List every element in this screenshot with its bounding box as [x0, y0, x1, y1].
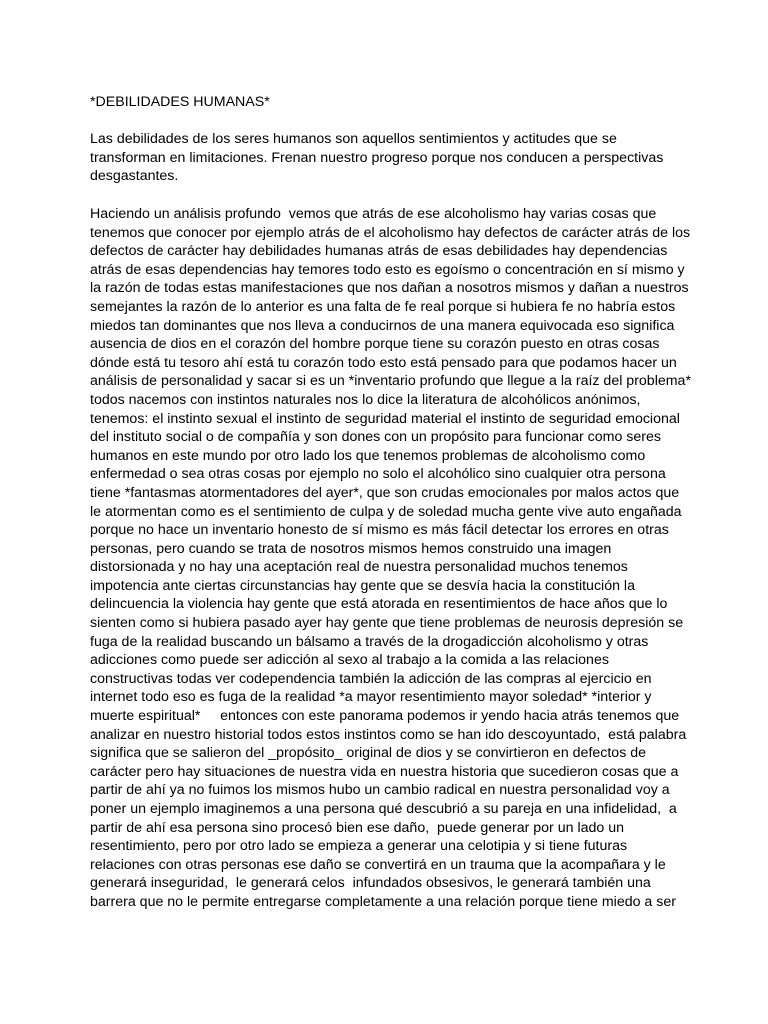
text-line: análisis de personalidad y sacar si es un *inventario profundo que llegue a la raíz del problema* — [90, 373, 691, 390]
text-line: del instituto social o de compañía y son dones con un propósito para funcionar como seres — [90, 429, 661, 446]
text-line: transforman en limitaciones. Frenan nuestro progreso porque nos conducen a perspectivas — [90, 149, 664, 166]
text-line: enfermedad o sea otras cosas por ejemplo no solo el alcohólico sino cualquier otra persona — [90, 466, 666, 483]
text-line: significa que se salieron del _propósito_ original de dios y se convirtieron en defectos de — [90, 745, 647, 762]
document-title — [90, 93, 690, 112]
text-line: desgastantes. — [90, 168, 179, 185]
text-line: constructivas todas ver codependencia también la adicción de las compras al ejercicio en — [90, 670, 652, 687]
text-line: internet todo eso es fuga de la realidad *a mayor resentimiento mayor soledad* *interior y — [90, 689, 652, 706]
title-text: *DEBILIDADES HUMANAS* — [90, 94, 270, 110]
text-line: barrera que no le permite entregarse completamente a una relación porque tiene miedo a ser — [90, 893, 676, 910]
text-line: defectos de carácter hay debilidades humanas atrás de esas debilidades hay dependencias — [90, 243, 668, 260]
text-line: le atormentan como es el sentimiento de culpa y de soledad mucha gente vive auto engañada — [90, 503, 682, 520]
text-line: sienten como si hubiera pasado ayer hay gente que tiene problemas de neurosis depresión se — [90, 615, 684, 632]
text-line: la razón de todas estas manifestaciones que nos dañan a nosotros mismos y dañan a nuestros — [90, 280, 689, 297]
text-line: fuga de la realidad buscando un bálsamo a través de la drogadicción alcoholismo y otras — [90, 633, 649, 650]
text-line: todos nacemos con instintos naturales nos lo dice la literatura de alcohólicos anónimos, — [90, 391, 641, 408]
text-line: semejantes la razón de lo anterior es una falta de fe real porque si hubiera fe no habría estos — [90, 298, 676, 315]
text-line: distorsionada y no hay una aceptación real de nuestra personalidad muchos tenemos — [90, 559, 628, 576]
text-line: humanos en este mundo por otro lado los que tenemos problemas de alcoholismo como — [90, 447, 646, 464]
text-line: Haciendo un análisis profundo vemos que atrás de ese alcoholismo hay varias cosas que — [90, 206, 657, 222]
text-line: Las debilidades de los seres humanos son aquellos sentimientos y actitudes que se — [90, 131, 617, 147]
text-line: impotencia ante ciertas circunstancias hay gente que se desvía hacia la constitución la — [90, 577, 635, 594]
text-line: adicciones como puede ser adicción al sexo al trabajo a la comida a las relaciones — [90, 652, 609, 669]
text-line: atrás de esas dependencias hay temores todo esto es egoísmo o concentración en sí mismo y — [90, 261, 685, 278]
text-line: porque no hace un inventario honesto de sí mismo es más fácil detectar los errores en otras — [90, 522, 669, 539]
text-line: partir de ahí esa persona sino procesó bien ese daño, puede generar por un lado un — [90, 819, 624, 836]
text-line: relaciones con otras personas ese daño se convertirá en un trauma que la acompañara y le — [90, 856, 666, 873]
text-line: resentimiento, pero por otro lado se empieza a generar una celotipia y si tiene futuras — [90, 838, 628, 855]
paragraph-1 — [90, 130, 690, 186]
text-line: poner un ejemplo imaginemos a una persona qué descubrió a su pareja en una infidelidad, a — [90, 801, 677, 817]
text-line: ausencia de dios en el corazón del hombre porque tiene su corazón puesto en otras cosas — [90, 336, 660, 353]
text-line: miedos tan dominantes que nos lleva a conducirnos de una manera equivocada eso significa — [90, 317, 675, 334]
text-line: delincuencia la violencia hay gente que está atorada en resentimientos de hace años que lo — [90, 596, 668, 613]
text-line: analizar en nuestro historial todos estos instintos como se han ido descoyuntado, está palabra — [90, 726, 687, 743]
text-line: tenemos que conocer por ejemplo atrás de el alcoholismo hay defectos de carácter atrás de los — [90, 224, 691, 241]
paragraph-2 — [90, 205, 690, 912]
text-line: muerte espiritual* entonces con este panorama podemos ir yendo hacia atrás tenemos que — [90, 708, 680, 725]
text-line: personas, pero cuando se trata de nosotros mismos hemos construido una imagen — [90, 540, 612, 557]
text-line: tiene *fantasmas atormentadores del ayer*, que son crudas emocionales por malos actos que — [90, 484, 680, 501]
text-line: carácter pero hay situaciones de nuestra vida en nuestra historia que sucedieron cosas que a — [90, 763, 679, 780]
text-line: partir de ahí ya no fuimos los mismos hubo un cambio radical en nuestra personalidad voy a — [90, 782, 670, 799]
text-line: tenemos: el instinto sexual el instinto de seguridad material el instinto de seguridad emocional — [90, 410, 680, 427]
text-line: generará inseguridad, le generará celos infundados obsesivos, le generará también una — [90, 875, 651, 892]
text-line: dónde está tu tesoro ahí está tu corazón todo esto está pensado para que podamos hacer un — [90, 354, 677, 371]
